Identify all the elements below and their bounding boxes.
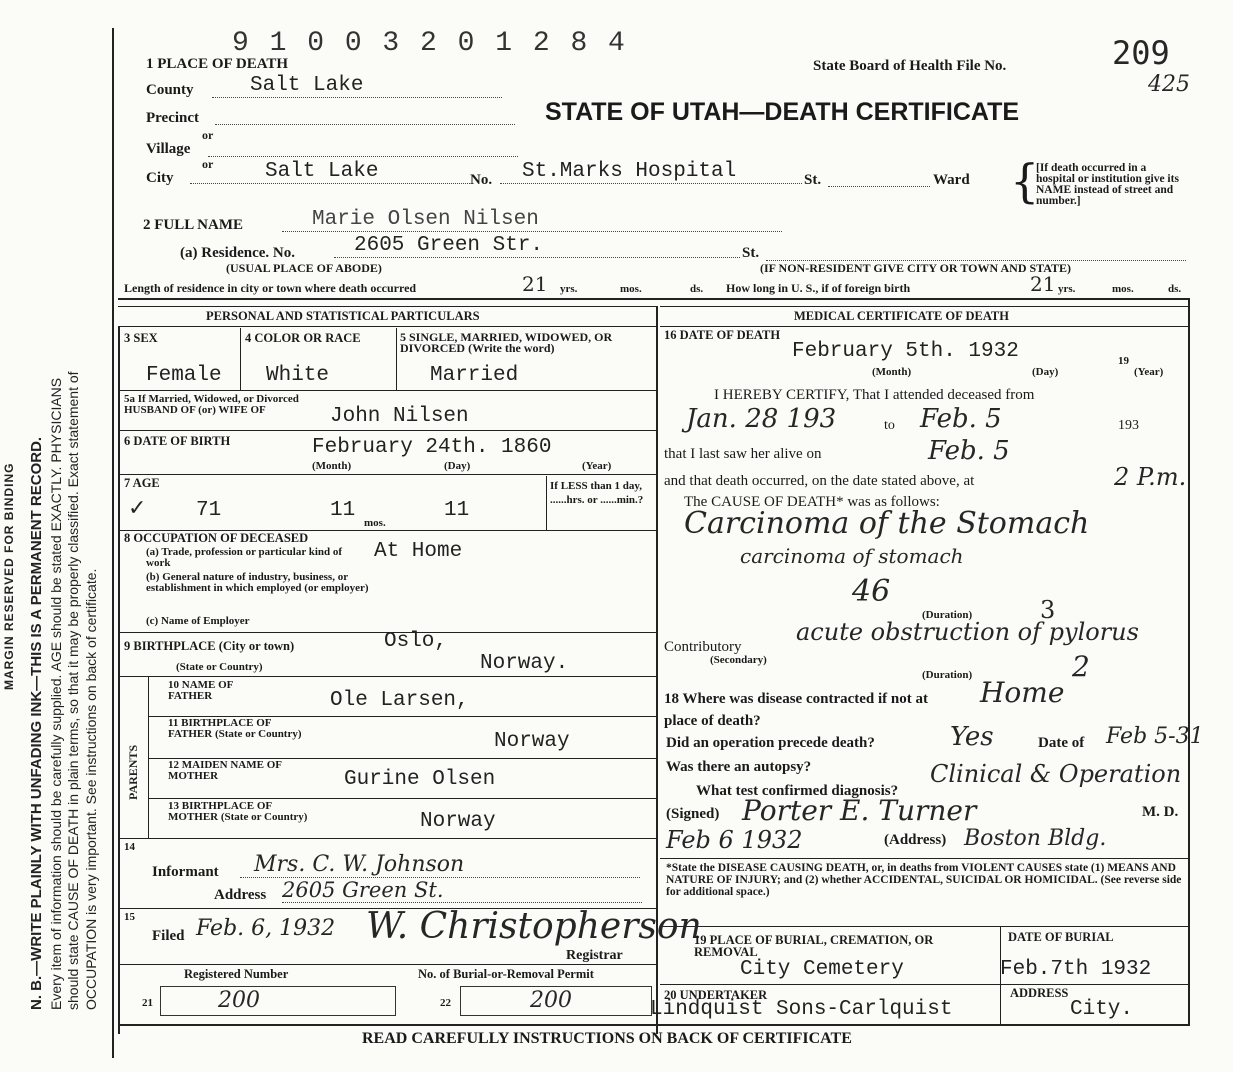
permit-index: 22 [440,997,451,1009]
father-label: 10 NAME OF FATHER [168,679,233,702]
marital-label: 5 SINGLE, MARRIED, WIDOWED, OR DIVORCED (Write the word) [400,330,613,355]
grid-line-spouse-bottom [118,430,656,431]
undertaker-address-label: ADDRESS [1010,986,1069,1000]
cause-label: The CAUSE OF DEATH* was as follows: [684,494,940,510]
margin-binding-note: MARGIN RESERVED FOR BINDING [2,462,16,690]
md-label: M. D. [1142,804,1179,820]
full-name-label: 2 FULL NAME [143,217,244,233]
length-residence-years: 21 [522,272,548,296]
dob-month-caption: (Month) [312,460,352,472]
undertaker-address-value: City. [1070,998,1134,1021]
precinct-label: Precinct [146,110,200,126]
date-day-caption: (Day) [1032,366,1059,378]
ward-label: Ward [933,172,970,188]
residence-label: (a) Residence. No. [180,245,295,261]
length-residence-label: Length of residence in city or town where death occurred [124,281,417,295]
margin-border [112,28,114,1058]
mother-label: 12 MAIDEN NAME OF MOTHER [168,759,282,782]
certify-label: I HEREBY CERTIFY, That I attended deceased from [714,387,1035,403]
operation-date-label: Date of [1038,735,1085,751]
us-ds-label: ds. [1168,283,1182,295]
filed-label: Filed [152,928,185,944]
permit-value: 200 [530,988,572,1013]
village-line [208,140,518,157]
date-year-prefix: 19 [1118,355,1129,367]
age-mos-caption: mos. [364,517,386,529]
informant-address-value: 2605 Green St. [282,878,642,903]
registrar-signature: W. Christopherson [366,906,702,947]
grid-line-top [118,298,1188,300]
footer-instructions: READ CAREFULLY INSTRUCTIONS ON BACK OF CERTIFICATE [362,1030,852,1047]
age-check-mark: ✓ [128,496,147,521]
contrib-duration-value: 2 [1072,650,1090,683]
nonresident-note: (IF NON-RESIDENT GIVE CITY OR TOWN AND STATE) [760,261,1072,275]
county-label: County [146,82,194,98]
registered-number-label: Registered Number [184,967,289,981]
marital-value: Married [430,364,519,387]
attended-year-suffix: 193 [1118,418,1139,433]
father-value: Ole Larsen, [330,689,469,712]
cause-primary: Carcinoma of the Stomach [684,506,1090,541]
date-of-death-value: February 5th. 1932 [792,340,1019,363]
dob-label: 6 DATE OF BIRTH [124,434,231,448]
date-month-caption: (Month) [872,366,912,378]
date-year-caption: (Year) [1134,366,1164,378]
mother-birthplace-label: 13 BIRTHPLACE OF MOTHER (State or Country) [168,800,308,823]
operation-date-value: Feb 5-31 [1106,724,1204,749]
color-value: White [266,364,330,387]
parents-label: PARENTS [126,744,140,800]
operation-value: Yes [950,722,994,752]
registered-number-index: 21 [142,997,153,1009]
mother-birthplace-value: Norway [420,810,496,833]
grid-line-birthplace-bottom [118,676,656,677]
physician-address-value: Boston Bldg. [964,826,1107,851]
registered-number-value: 200 [218,988,260,1013]
autopsy-label: Was there an autopsy? [666,759,812,775]
contributory-value: acute obstruction of pylorus [796,618,1139,646]
informant-number: 14 [124,841,135,853]
hospital-note: [If death occurred in a hospital or institution give its NAME instead of street and number.] [1036,162,1179,207]
father-birthplace-value: Norway [494,730,570,753]
us-mos-label: mos. [1112,283,1134,295]
permit-box [460,986,652,1016]
last-saw-date: Feb. 5 [928,436,1010,466]
grid-line-burial-top [660,926,1188,927]
grid-line-undertaker-top [660,984,1188,985]
grid-line-dob-bottom [118,474,656,475]
attended-to: Feb. 5 [920,404,1002,434]
grid-line-medical-heading [660,306,1188,307]
birthplace-city: Oslo, [384,630,448,653]
grid-line-mother-bottom [148,798,656,799]
abode-note: (USUAL PLACE OF ABODE) [226,261,382,275]
birthplace-label: 9 BIRTHPLACE (City or town) [124,639,295,653]
serial-number: 9 1 0 0 3 2 0 1 2 8 4 [232,28,627,59]
residence-value: 2605 Green Str. [334,234,740,258]
cause-secondary: carcinoma of stomach [740,544,964,568]
less-than-label: If LESS than 1 day, ......hrs. or ......min.? [550,480,644,506]
grid-line-color-right [396,328,397,390]
street-label: St. [804,172,822,188]
secondary-caption: (Secondary) [710,654,767,666]
file-number-alt: 425 [1148,72,1190,97]
occupation-c-label: (c) Name of Employer [146,615,250,627]
us-yrs-label: yrs. [1058,283,1076,295]
us-residence-years: 21 [1030,272,1056,296]
sex-value: Female [146,364,222,387]
number-label: No. [470,172,493,188]
contributory-label: Contributory [664,639,742,655]
grid-line-bottom [118,1024,1188,1026]
informant-address-label: Address [214,887,267,903]
occupation-a-label: (a) Trade, profession or particular kind of work [146,546,343,569]
personal-heading: PERSONAL AND STATISTICAL PARTICULARS [206,309,480,323]
grid-line-sex-right [240,328,241,390]
mother-value: Gurine Olsen [344,768,496,791]
age-days: 11 [444,499,470,522]
registrar-label: Registrar [566,948,623,963]
length-yrs-label: yrs. [560,283,578,295]
length-ds-label: ds. [690,283,704,295]
undertaker-value: Lindquist Sons-Carlquist [650,998,953,1021]
margin-instruction-3: should state CAUSE OF DEATH in plain terms, so that it may be properly classified. Exact statement of [65,371,81,1010]
occurred-label: and that death occurred, on the date stated above, at [664,473,975,489]
full-name-value: Marie Olsen Nilsen [282,208,782,232]
hospital-value: St.Marks Hospital [500,160,802,184]
cause-code: 46 [852,574,891,609]
precinct-line [215,108,515,125]
dob-day-caption: (Day) [444,460,471,472]
cause-footnote: *State the DISEASE CAUSING DEATH, or, in deaths from VIOLENT CAUSES state (1) MEANS AND NATURE OF INJURY; and (2) whether ACCIDENTAL, SUICIDAL OR HOMICIDAL. (See reverse side for additional space.) [666,862,1182,898]
place-heading: 1 PLACE OF DEATH [146,56,289,72]
duration-label: (Duration) [922,609,973,621]
filed-date: Feb. 6, 1932 [196,916,336,941]
father-birthplace-label: 11 BIRTHPLACE OF FATHER (State or Country) [168,717,302,740]
burial-label: 19 PLACE OF BURIAL, CREMATION, OR REMOVAL [694,933,934,959]
occupation-value: At Home [374,540,463,563]
registered-number-box [160,986,396,1016]
physician-address-label: (Address) [884,832,947,848]
informant-value: Mrs. C. W. Johnson [240,852,640,878]
margin-instruction-2: Every item of information should be carefully supplied. AGE should be stated EXACTLY. PHYSICIANS [48,377,64,1010]
contrib-duration-label: (Duration) [922,669,973,681]
certificate-title: STATE OF UTAH—DEATH CERTIFICATE [545,98,1020,126]
diagnosis-value: Clinical & Operation [930,760,1182,788]
permit-label: No. of Burial-or-Removal Permit [418,967,594,981]
age-years: 71 [196,499,222,522]
village-label: Village [146,141,191,157]
last-saw-label: that I last saw her alive on [664,446,822,462]
duration-value: 3 [1040,596,1056,624]
disease-label: 18 Where was disease contracted if not at place of death? [664,691,928,729]
undertaker-label: 20 UNDERTAKER [664,988,768,1002]
medical-heading: MEDICAL CERTIFICATE OF DEATH [794,309,1009,323]
birthplace-state-caption: (State or Country) [176,661,263,673]
county-value: Salt Lake [212,74,502,98]
disease-value: Home [980,676,1065,709]
attended-from: Jan. 28 193 [686,404,837,434]
margin-instruction-4: OCCUPATION is very important. See instructions on back of certificate. [83,568,99,1010]
spouse-label: 5a If Married, Widowed, or Divorced HUSBAND OF (or) WIFE OF [124,393,299,416]
diagnosis-label: What test confirmed diagnosis? [696,783,899,799]
burial-date-value: Feb.7th 1932 [1000,958,1152,981]
grid-line-age-right [546,476,547,530]
grid-line-personal-heading [118,306,656,307]
age-months: 11 [330,499,356,522]
grid-line-sex-bottom [118,390,656,391]
grid-line-filed-bottom [118,964,656,965]
operation-label: Did an operation precede death? [666,735,875,751]
residence-st-line [766,246,1186,261]
grid-line-parents-right [148,676,149,838]
grid-line-parents-bottom [118,838,656,839]
burial-value: City Cemetery [740,958,904,981]
date-of-death-label: 16 DATE OF DEATH [664,328,781,342]
occupation-b-label: (b) General nature of industry, business, or establishment in which employed (or employer) [146,571,369,594]
spouse-value: John Nilsen [330,405,469,428]
attended-to-label: to [884,418,895,433]
filed-number: 15 [124,911,135,923]
or-label-2: or [202,157,214,171]
color-label: 4 COLOR OR RACE [245,331,361,345]
sex-label: 3 SEX [124,331,158,345]
city-label: City [146,170,174,186]
physician-signature: Porter E. Turner [742,794,977,827]
us-residence-label: How long in U. S., if of foreign birth [726,281,911,295]
file-number: 209 [1112,34,1170,72]
informant-label: Informant [152,864,219,880]
occupation-label: 8 OCCUPATION OF DECEASED [124,531,309,545]
time-of-death: 2 P.m. [1114,463,1187,491]
residence-st-label: St. [742,245,760,261]
grid-line-medical-heading-bottom [660,326,1188,327]
grid-line-medical-footnote-top [660,858,1188,859]
grid-line-personal-heading-bottom [118,326,656,327]
signature-date: Feb 6 1932 [666,826,803,854]
signed-label: (Signed) [666,806,720,822]
file-number-label: State Board of Health File No. [813,58,1007,74]
age-label: 7 AGE [124,476,160,490]
length-mos-label: mos. [620,283,642,295]
hospital-brace: { [1010,154,1040,208]
grid-line-right [1188,298,1190,1026]
burial-date-label: DATE OF BURIAL [1008,930,1114,944]
dob-value: February 24th. 1860 [312,436,552,459]
city-value: Salt Lake [190,160,470,184]
ward-line [828,172,930,187]
or-label-1: or [202,128,214,142]
grid-line-left [118,326,120,1034]
margin-instruction-1: N. B.—WRITE PLAINLY WITH UNFADING INK—THIS IS A PERMANENT RECORD. [28,436,45,1010]
birthplace-country: Norway. [480,652,569,675]
dob-year-caption: (Year) [582,460,612,472]
